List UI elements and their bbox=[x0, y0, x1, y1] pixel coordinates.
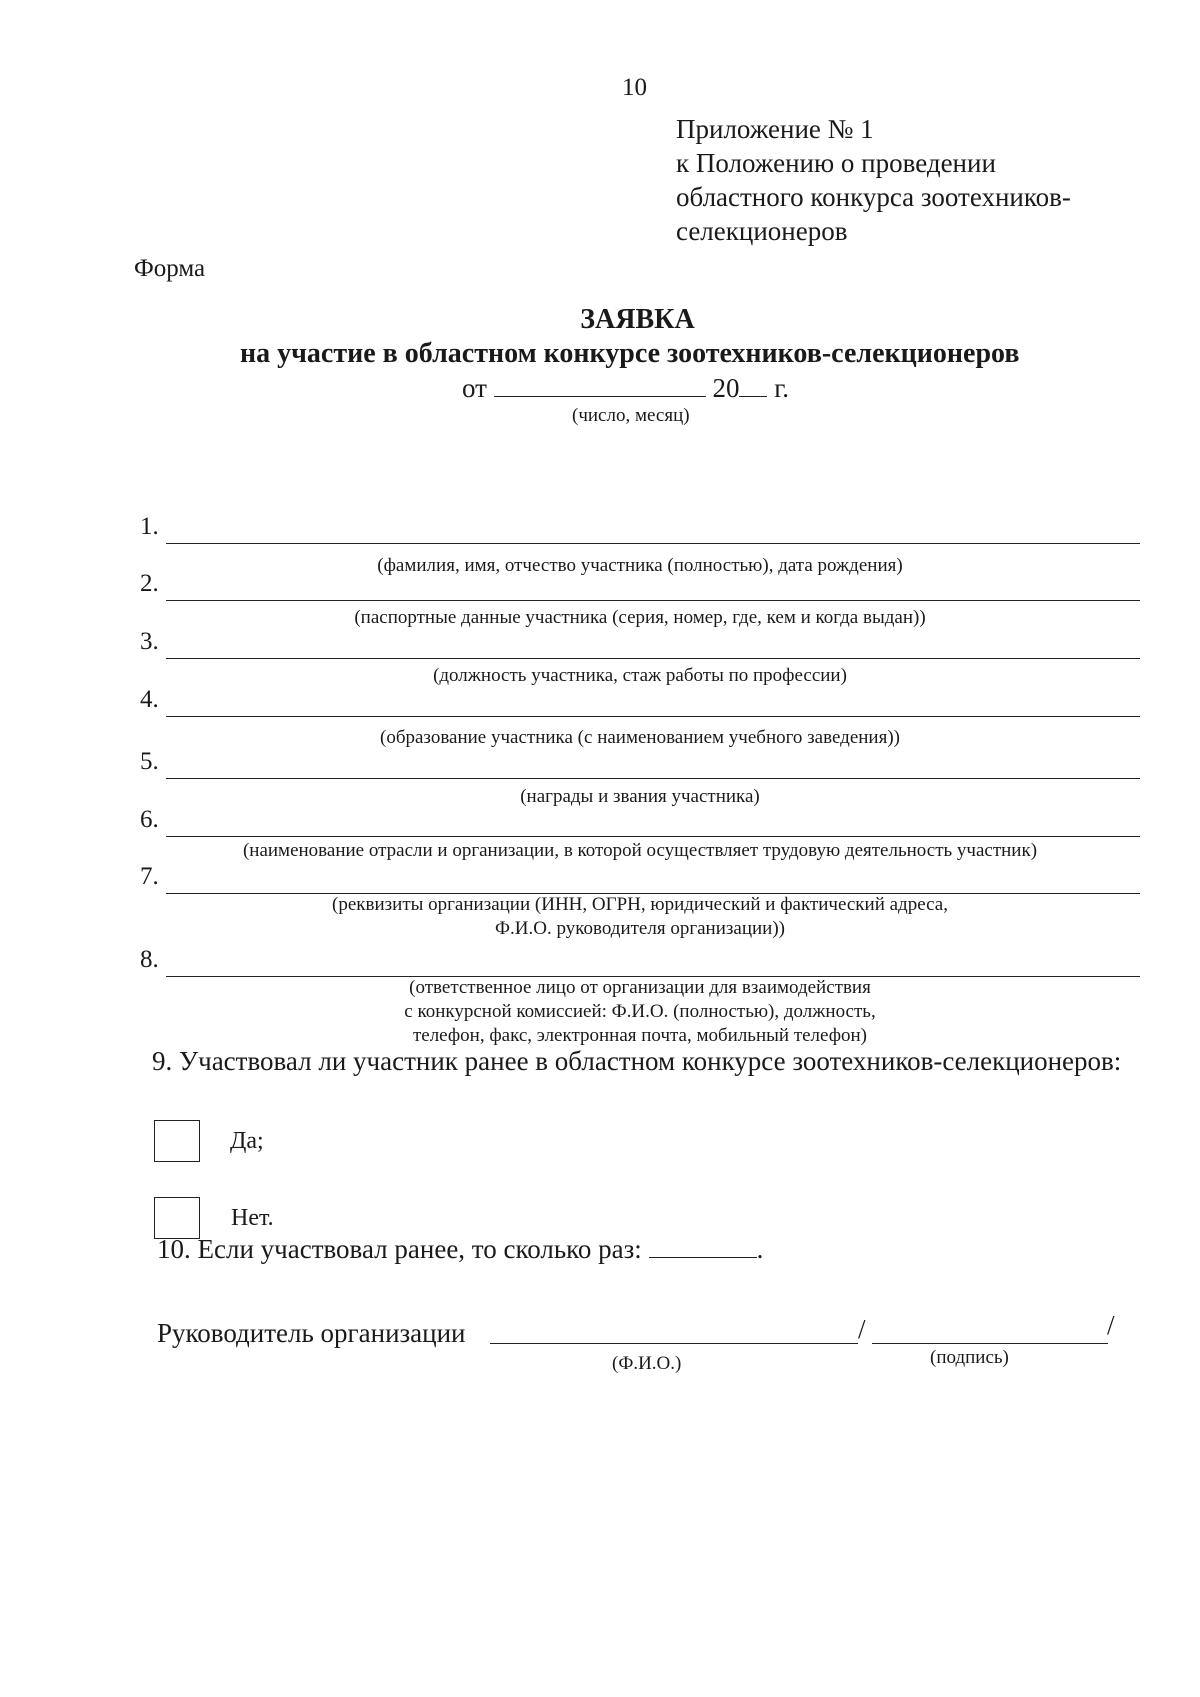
date-year-prefix: 20 bbox=[712, 373, 740, 403]
option-yes-label: Да; bbox=[230, 1128, 264, 1154]
head-fio-field[interactable] bbox=[490, 1342, 858, 1344]
appendix-line-4: селекционеров bbox=[676, 216, 848, 246]
item-3 bbox=[140, 628, 1140, 688]
participation-count-field[interactable] bbox=[649, 1256, 757, 1258]
item-2-field[interactable] bbox=[166, 572, 1140, 601]
item-hint: (паспортные данные участника (серия, номер, где, кем и когда выдан)) bbox=[354, 607, 926, 628]
item-hint: (наименование отрасли и организации, в которой осуществляет трудовую деятельность участник) bbox=[242, 840, 1038, 861]
appendix-line-1: Приложение № 1 bbox=[676, 114, 874, 144]
item-number: 7. bbox=[140, 863, 159, 890]
item-7-field[interactable] bbox=[166, 865, 1140, 894]
question-10 bbox=[157, 1234, 763, 1265]
item-5-field[interactable] bbox=[166, 750, 1140, 779]
question-9-text: 9. Участвовал ли участник ранее в областном конкурсе зоотехников-селекционеров: bbox=[152, 1046, 1122, 1076]
item-4-field[interactable] bbox=[166, 688, 1140, 717]
appendix-line-3: областного конкурса зоотехников- bbox=[676, 182, 1071, 212]
item-number: 1. bbox=[140, 513, 159, 540]
signature-slash-right: / bbox=[1107, 1310, 1115, 1340]
item-6 bbox=[140, 806, 1140, 866]
signature-slash-left: / bbox=[858, 1314, 866, 1344]
item-5 bbox=[140, 748, 1140, 808]
item-hint-line: (ответственное лицо от организации для взаимодействия bbox=[409, 977, 871, 998]
item-hint-line: телефон, факс, электронная почта, мобильный телефон) bbox=[412, 1025, 868, 1046]
question-10-text: 10. Если участвовал ранее, то сколько раз: bbox=[157, 1234, 642, 1264]
item-7 bbox=[140, 863, 1140, 943]
page-number: 10 bbox=[622, 74, 647, 101]
item-number: 2. bbox=[140, 570, 159, 597]
item-6-field[interactable] bbox=[166, 808, 1140, 837]
date-day-month-field[interactable] bbox=[494, 395, 706, 397]
question-10-end: . bbox=[756, 1234, 764, 1264]
item-number: 8. bbox=[140, 946, 159, 973]
item-hint-line: (реквизиты организации (ИНН, ОГРН, юридический и фактический адреса, bbox=[332, 894, 948, 915]
item-number: 6. bbox=[140, 806, 159, 833]
item-number: 4. bbox=[140, 686, 159, 713]
checkbox-no[interactable] bbox=[154, 1197, 200, 1239]
item-1-field[interactable] bbox=[166, 515, 1140, 544]
document-subtitle: на участие в областном конкурсе зоотехников-селекционеров bbox=[240, 338, 1020, 369]
item-hint bbox=[140, 976, 1140, 1048]
document-title: ЗАЯВКА bbox=[580, 304, 695, 335]
appendix-reference bbox=[676, 112, 1071, 248]
head-signature-field[interactable] bbox=[872, 1342, 1108, 1344]
item-hint-line: Ф.И.О. руководителя организации)) bbox=[495, 918, 785, 939]
item-3-field[interactable] bbox=[166, 630, 1140, 659]
item-8 bbox=[140, 946, 1140, 1046]
appendix-line-2: к Положению о проведении bbox=[676, 148, 996, 178]
item-2 bbox=[140, 570, 1140, 630]
date-line bbox=[462, 373, 789, 404]
checkbox-yes[interactable] bbox=[154, 1120, 200, 1162]
date-year-suffix: г. bbox=[774, 373, 789, 403]
item-4 bbox=[140, 686, 1140, 746]
item-hint: (должность участника, стаж работы по профессии) bbox=[433, 665, 847, 686]
signature-label: Руководитель организации bbox=[157, 1318, 466, 1348]
item-hint: (фамилия, имя, отчество участника (полностью), дата рождения) bbox=[377, 555, 903, 576]
fio-hint: (Ф.И.О.) bbox=[612, 1353, 682, 1374]
form-label: Форма bbox=[134, 255, 206, 282]
item-hint: (образование участника (с наименованием учебного заведения)) bbox=[380, 727, 900, 748]
item-number: 3. bbox=[140, 628, 159, 655]
item-number: 5. bbox=[140, 748, 159, 775]
item-hint-line: с конкурсной комиссией: Ф.И.О. (полностью), должность, bbox=[404, 1001, 876, 1022]
date-year-field[interactable] bbox=[739, 395, 767, 397]
date-prefix: от bbox=[462, 373, 487, 403]
item-hint bbox=[140, 893, 1140, 941]
item-8-field[interactable] bbox=[166, 948, 1140, 977]
item-1 bbox=[140, 513, 1140, 576]
signature-hint: (подпись) bbox=[930, 1347, 1009, 1368]
date-hint: (число, месяц) bbox=[572, 405, 690, 426]
item-hint: (награды и звания участника) bbox=[520, 786, 760, 807]
option-no-label: Нет. bbox=[231, 1205, 274, 1231]
